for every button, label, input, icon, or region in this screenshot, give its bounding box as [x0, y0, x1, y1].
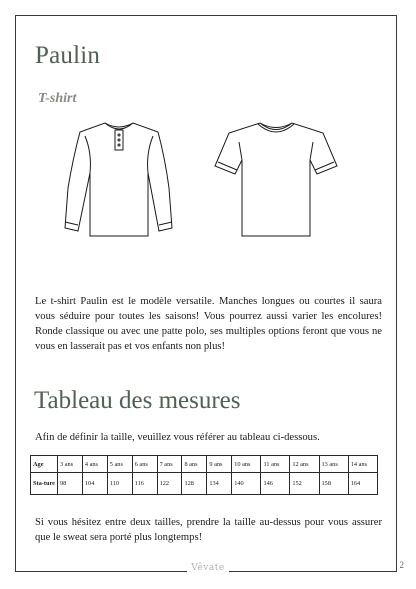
stature-cell: 134 — [207, 473, 232, 495]
stature-row-label: Sta-ture — [31, 473, 58, 495]
age-cell: 14 ans — [348, 456, 377, 473]
brand-name: Vêvate — [187, 563, 228, 573]
brand-logo — [0, 563, 416, 573]
measurements-lead: Afin de définir la taille, veuillez vous référer au tableau ci-dessous. — [35, 432, 320, 443]
measurements-heading: Tableau des mesures — [34, 387, 241, 414]
size-advice-note: Si vous hésitez entre deux tailles, prendre la taille au-dessus pour vous assurer que le sweat sera porté plus longtemps! — [35, 517, 382, 543]
short-sleeve-shirt-drawing — [215, 123, 337, 236]
age-cell: 3 ans — [58, 456, 83, 473]
age-row — [31, 456, 378, 473]
age-cell: 6 ans — [132, 456, 157, 473]
long-sleeve-shirt-drawing — [65, 123, 172, 236]
age-cell: 9 ans — [207, 456, 232, 473]
stature-cell: 98 — [58, 473, 83, 495]
stature-cell: 146 — [261, 473, 290, 495]
intro-paragraph: Le t-shirt Paulin est le modèle versatile. Manches longues ou courtes il saura vous séduire pour toutes les saisons! Vous pourrez aussi varier les encolures! Ronde classique ou avec une patte polo, ses multiples options feront que vous ne vous en lasserait pas et vos enfants non plus! — [35, 296, 382, 352]
age-cell: 12 ans — [290, 456, 319, 473]
page-title: Paulin — [35, 42, 101, 69]
age-cell: 7 ans — [157, 456, 182, 473]
age-cell: 8 ans — [182, 456, 207, 473]
page-number: 2 — [399, 560, 404, 570]
stature-cell: 140 — [232, 473, 261, 495]
stature-cell: 152 — [290, 473, 319, 495]
stature-cell: 164 — [348, 473, 377, 495]
age-cell: 10 ans — [232, 456, 261, 473]
page-subtitle: T-shirt — [38, 91, 77, 106]
stature-cell: 104 — [82, 473, 107, 495]
stature-cell: 128 — [182, 473, 207, 495]
stature-cell: 158 — [319, 473, 348, 495]
stature-row — [31, 473, 378, 495]
age-row-label: Age — [31, 456, 58, 473]
stature-cell: 110 — [107, 473, 132, 495]
shirt-illustrations — [55, 118, 355, 248]
age-cell: 5 ans — [107, 456, 132, 473]
stature-cell: 116 — [132, 473, 157, 495]
size-table — [30, 455, 378, 495]
age-cell: 4 ans — [82, 456, 107, 473]
age-cell: 13 ans — [319, 456, 348, 473]
stature-cell: 122 — [157, 473, 182, 495]
age-cell: 11 ans — [261, 456, 290, 473]
